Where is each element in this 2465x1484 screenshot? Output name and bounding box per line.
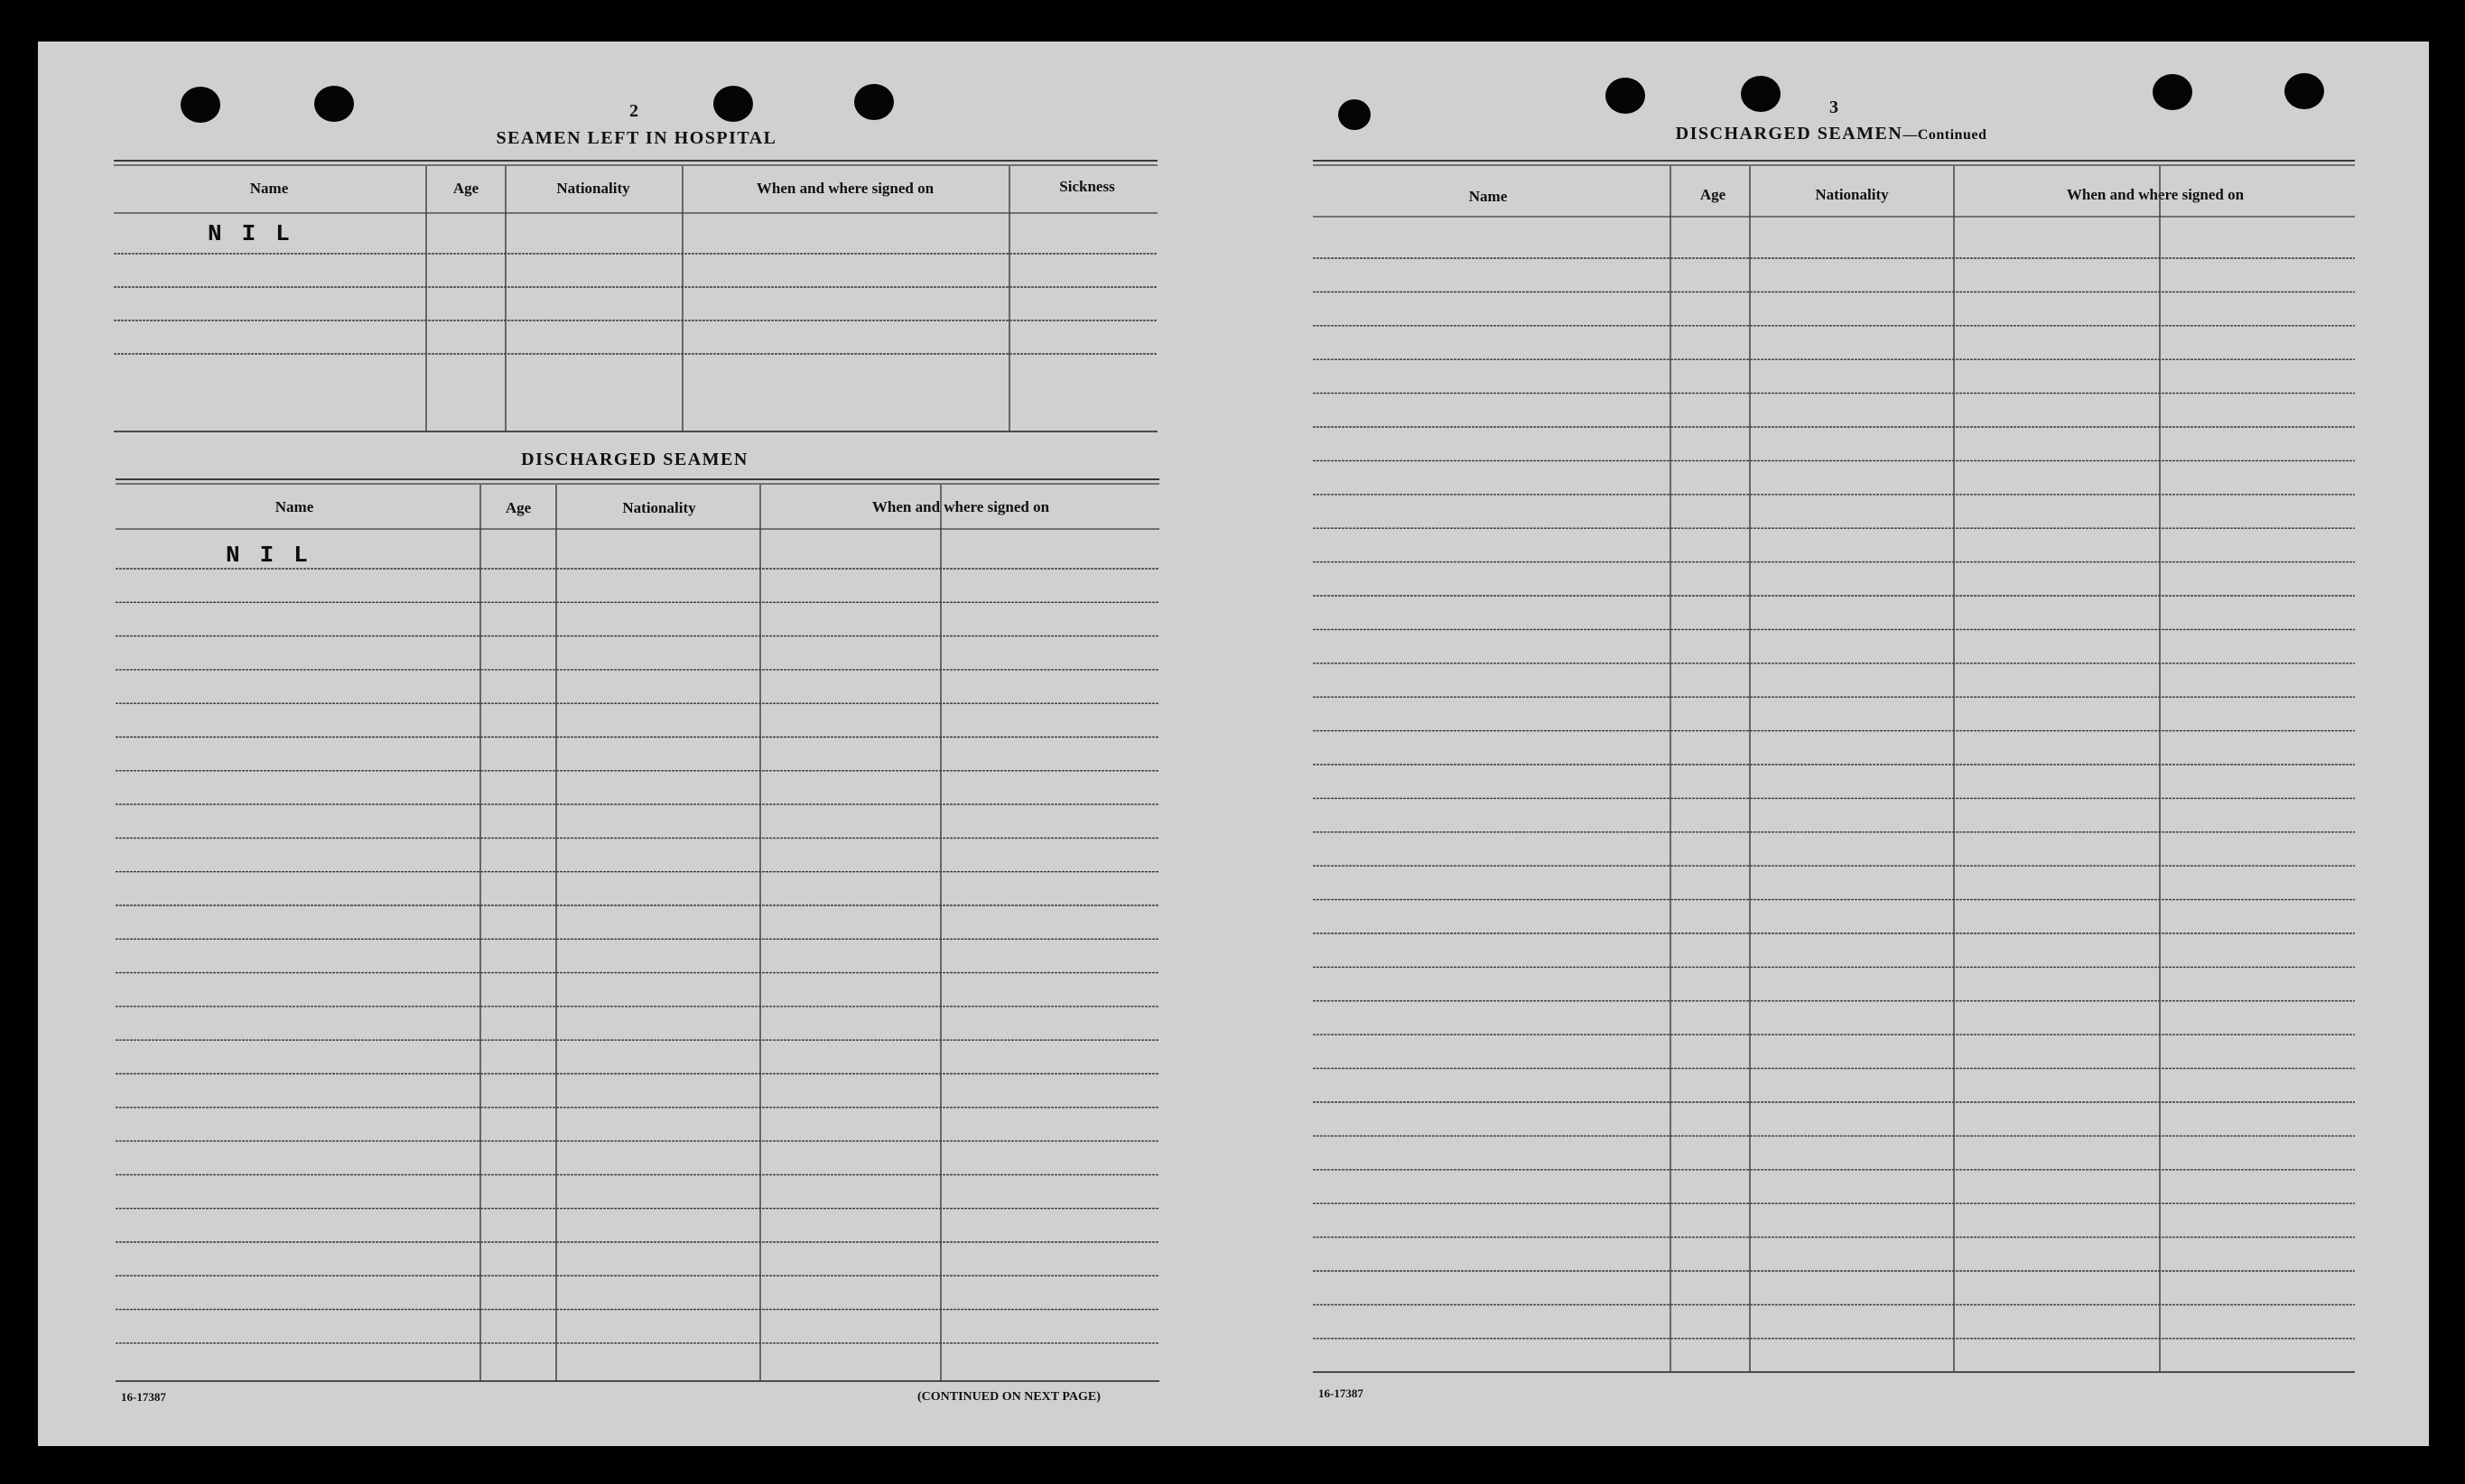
hospital-col-nationality: Nationality: [556, 180, 630, 197]
discharged-nil-entry: NIL: [226, 542, 328, 569]
continued-note: (CONTINUED ON NEXT PAGE): [917, 1390, 1101, 1404]
right-col-nationality: Nationality: [1815, 186, 1889, 203]
form-number-left: 16-17387: [121, 1390, 166, 1404]
page-number-right: 3: [1829, 97, 1838, 117]
hospital-col-age: Age: [452, 180, 479, 197]
discharged-table-title: DISCHARGED SEAMEN: [521, 450, 749, 469]
right-title-continued: —Continued: [1902, 127, 1987, 143]
hospital-table-title: SEAMEN LEFT IN HOSPITAL: [496, 128, 777, 148]
record-sheet: [38, 42, 2429, 1446]
right-col-age: Age: [1699, 186, 1726, 203]
discharged-col-nationality: Nationality: [622, 499, 696, 516]
hospital-col-signed-on: When and where signed on: [756, 180, 935, 197]
right-title-main: DISCHARGED SEAMEN: [1675, 124, 1903, 144]
hospital-nil-entry: NIL: [208, 220, 310, 247]
ruled-lines: [38, 42, 2429, 1446]
page-number-left: 2: [629, 101, 638, 121]
right-col-signed-on: When and where signed on: [2066, 186, 2245, 203]
discharged-col-age: Age: [505, 499, 532, 516]
discharged-col-signed-on: When and where signed on: [871, 498, 1050, 515]
right-col-name: Name: [1468, 188, 1508, 205]
discharged-col-name: Name: [274, 498, 314, 515]
hospital-col-sickness: Sickness: [1059, 178, 1115, 195]
hospital-col-name: Name: [249, 180, 289, 197]
form-number-right: 16-17387: [1318, 1387, 1363, 1400]
